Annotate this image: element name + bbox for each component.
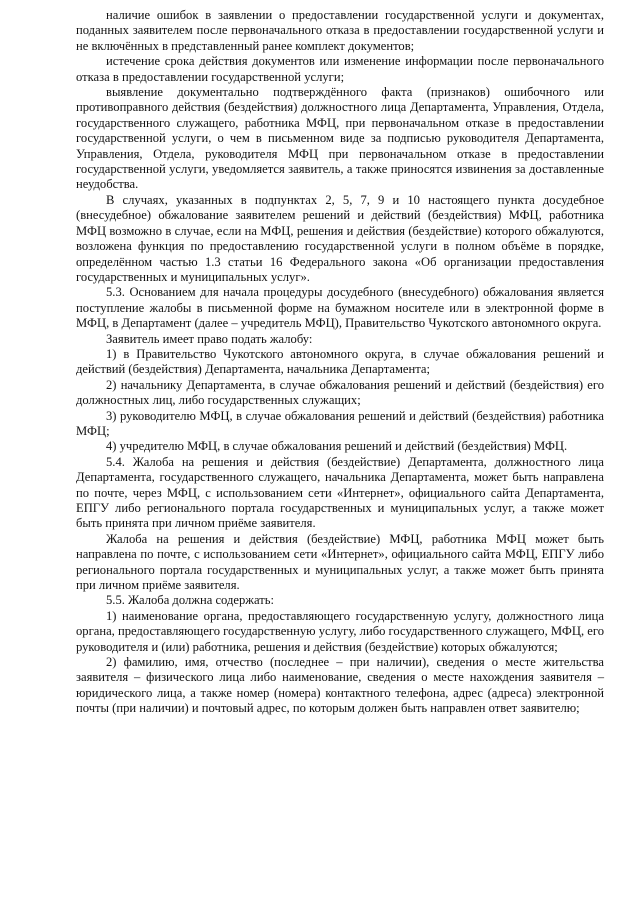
paragraph-mfc-complaint-submission: Жалоба на решения и действия (бездействие) МФЦ, работника МФЦ может быть направлена по почте, с использованием сети «Интернет», официального сайта МФЦ, ЕПГУ либо регионального портала государственных и муниципальных услуг, а также может быть принята при личном приёме заявителя. — [76, 531, 604, 593]
list-item-department-head: 2) начальнику Департамента, в случае обжалования решений и действий (бездействия) его должностных лиц, либо государственных служащих; — [76, 377, 604, 408]
list-item-applicant-details: 2) фамилию, имя, отчество (последнее – при наличии), сведения о месте жительства заявителя – физического лица либо наименование, сведения о месте нахождения заявителя – юридического лица, а также номер (номера) контактного телефона, адрес (адреса) электронной почты (при наличии) и почтовый адрес, по которым должен быть направлен ответ заявителю; — [76, 655, 604, 716]
paragraph-documents-expired: истечение срока действия документов или изменение информации после первоначального отказа в предоставлении государственной услуги; — [76, 54, 604, 84]
paragraph-errors-in-application: наличие ошибок в заявлении о предоставлении государственной услуги и документах, поданных заявителем после первоначального отказа в предоставлении государственной услуги и не включённых в представленный ранее комплект документов; — [76, 8, 604, 53]
paragraph-5-3-grounds: 5.3. Основанием для начала процедуры досудебного (внесудебного) обжалования является поступление жалобы в письменной форме на бумажном носителе или в электронной форме в МФЦ, в Департамент (далее – учредитель МФЦ), Правительство Чукотского автономного округа. — [76, 285, 604, 331]
document-body — [76, 8, 604, 717]
paragraph-mfc-appeal-cases: В случаях, указанных в подпунктах 2, 5, 7, 9 и 10 настоящего пункта досудебное (внесудебное) обжалование заявителем решений и действий (бездействия) МФЦ, работника МФЦ возможно в случае, если на МФЦ, решения и действия (бездействие) которого обжалуются, возложена функция по предоставлению государственной услуги в полном объёме в порядке, определённом частью 1.3 статьи 16 Федерального закона «Об организации предоставления государственных и муниципальных услуг». — [76, 192, 604, 284]
paragraph-5-5-contents: 5.5. Жалоба должна содержать: — [106, 593, 274, 608]
paragraph-erroneous-action: выявление документально подтверждённого факта (признаков) ошибочного или противоправного действия (бездействия) должностного лица Департамента, Управления, Отдела, государственного служащего, работника МФЦ, при первоначальном отказе в предоставлении государственной услуги, о чем в письменном виде за подписью руководителя Департамента, Управления, Отдела, руководителя МФЦ при первоначальном отказе в предоставлении государственной услуги, уведомляется заявитель, а также приносятся извинения за доставленные неудобства. — [76, 85, 604, 192]
list-item-government: 1) в Правительство Чукотского автономного округа, в случае обжалования решений и действий (бездействия) Департамента, начальника Департамента; — [76, 346, 604, 377]
list-item-authority-name: 1) наименование органа, предоставляющего государственную услугу, должностного лица органа, предоставляющего государственную услугу, либо государственного служащего, МФЦ, его руководителя и (или) работника, решения и действия (бездействие) которых обжалуются; — [76, 608, 605, 654]
list-item-mfc-head: 3) руководителю МФЦ, в случае обжалования решений и действий (бездействия) работника МФЦ; — [76, 408, 604, 438]
list-item-mfc-founder: 4) учредителю МФЦ, в случае обжалования решений и действий (бездействия) МФЦ. — [106, 439, 568, 454]
paragraph-right-to-complain: Заявитель имеет право подать жалобу: — [106, 331, 313, 346]
paragraph-5-4-submission: 5.4. Жалоба на решения и действия (бездействие) Департамента, должностного лица Департамента, государственного служащего, начальника Департамента, может быть направлена по почте, через МФЦ, с использованием сети «Интернет», официального сайта Департамента, ЕПГУ либо регионального портала государственных и муниципальных услуг, а также может быть принята при личном приёме заявителя. — [76, 454, 604, 531]
